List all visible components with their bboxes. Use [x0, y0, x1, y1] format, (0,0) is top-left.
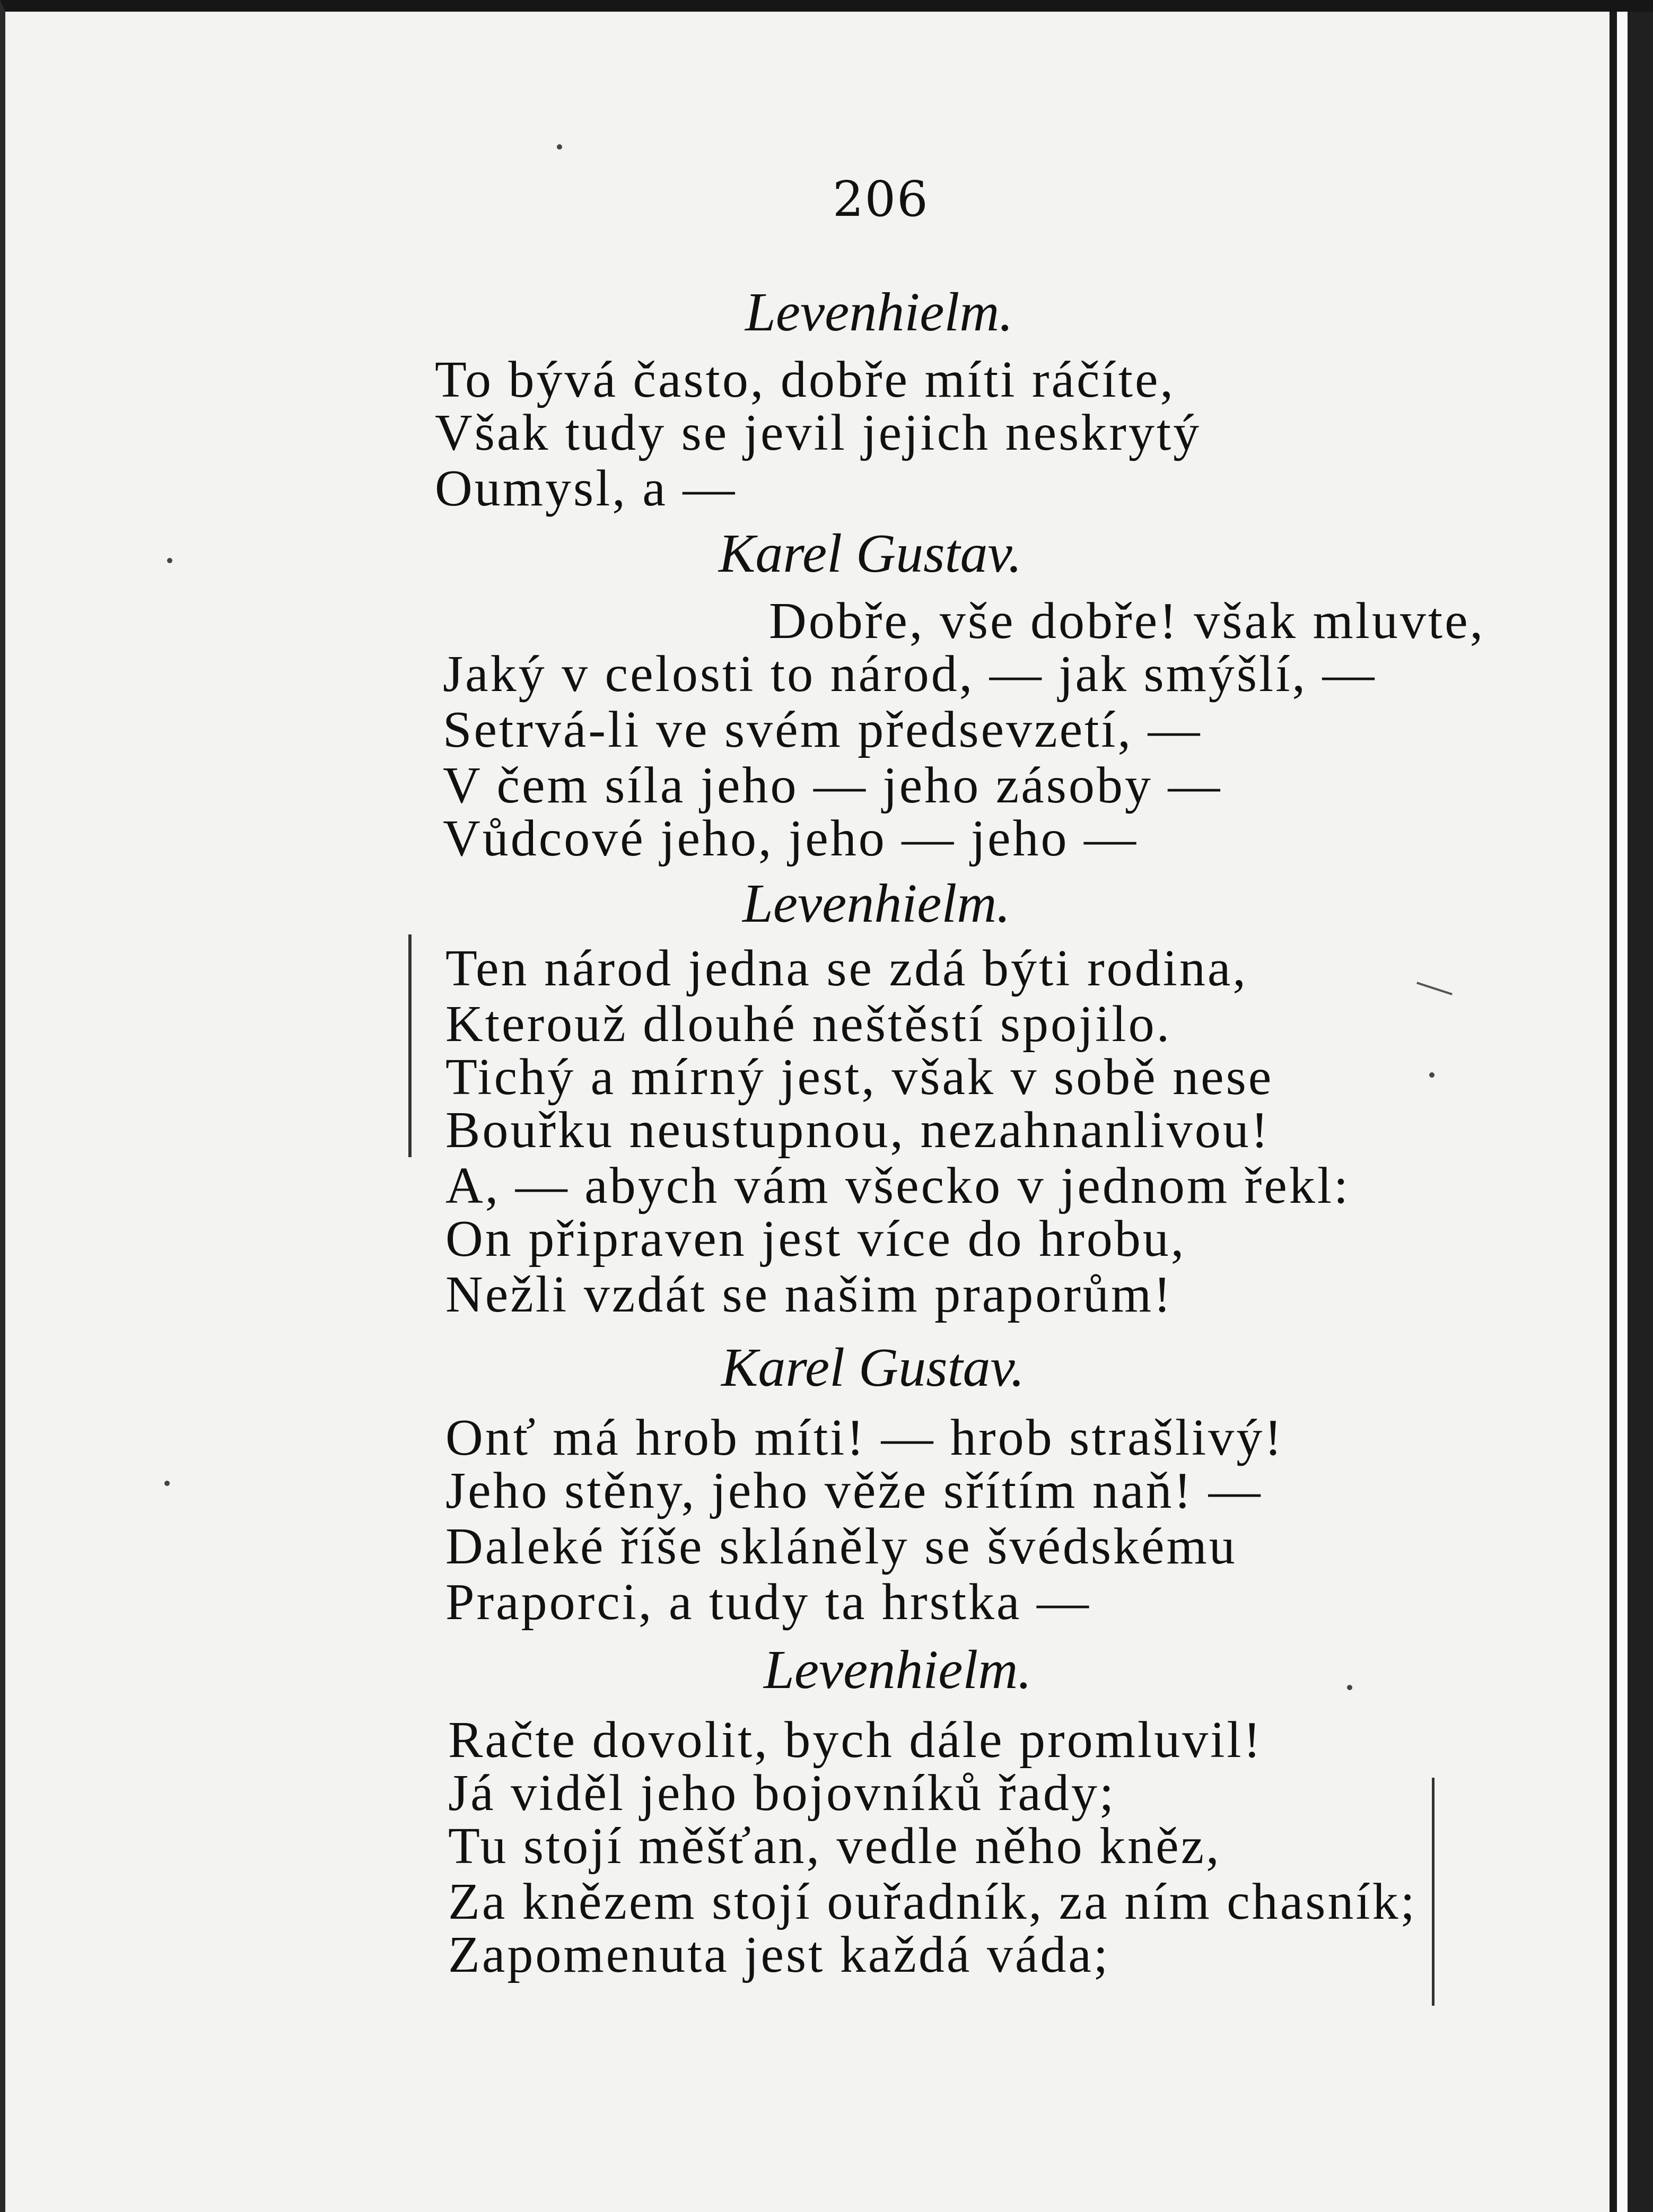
speaker-name: Karel Gustav. [721, 1337, 1025, 1398]
verse-line: Vůdcové jeho, jeho — jeho — [443, 810, 1138, 867]
verse-line: Za knězem stojí ouřadník, za ním chasník; [448, 1873, 1417, 1930]
speaker-name: Karel Gustav. [719, 523, 1022, 584]
speaker-name: Levenhielm. [742, 873, 1011, 934]
pencil-margin-dash [1416, 982, 1453, 995]
verse-line: Račte dovolit, bych dále promluvil! [448, 1711, 1263, 1769]
paper-speck [557, 144, 562, 150]
speaker-name: Levenhielm. [745, 282, 1013, 343]
verse-line: Já viděl jeho bojovníků řady; [448, 1764, 1116, 1822]
verse-line: Oumysl, a — [435, 460, 737, 517]
verse-line: Nežli vzdát se našim praporům! [445, 1266, 1173, 1323]
verse-line: Kterouž dlouhé neštěstí spojilo. [445, 995, 1172, 1053]
paper-speck [1347, 1685, 1352, 1690]
verse-line: Dobře, vše dobře! však mluvte, [769, 592, 1485, 650]
verse-line: On připraven jest více do hrobu, [445, 1210, 1186, 1267]
verse-line: Jaký v celosti to národ, — jak smýšlí, — [443, 645, 1377, 703]
verse-line: Setrvá-li ve svém předsevzetí, — [443, 701, 1202, 758]
book-spine-edge [1610, 12, 1653, 2212]
verse-line: Tichý a mírný jest, však v sobě nese [445, 1048, 1274, 1106]
page-number: 206 [833, 171, 929, 228]
verse-line: Ten národ jedna se zdá býti rodina, [445, 940, 1248, 997]
verse-line: Daleké říše skláněly se švédskému [445, 1518, 1237, 1575]
speaker-name: Levenhielm. [764, 1639, 1032, 1700]
paper-speck [164, 1481, 170, 1486]
verse-line: Jeho stěny, jeho věže sřítím naň! — [445, 1462, 1263, 1519]
verse-line: Tu stojí měšťan, vedle něho kněz, [448, 1817, 1221, 1875]
verse-line: To bývá často, dobře míti ráčíte, [435, 351, 1175, 408]
verse-line: Praporci, a tudy ta hrstka — [445, 1573, 1091, 1631]
verse-line: Onť má hrob míti! — hrob strašlivý! [445, 1409, 1284, 1466]
pencil-margin-line [1432, 1778, 1435, 2006]
verse-line: Však tudy se jevil jejich neskrytý [435, 404, 1202, 461]
paper-speck [1429, 1072, 1435, 1078]
verse-line: Zapomenuta jest každá váda; [448, 1926, 1110, 1983]
verse-line: A, — abych vám všecko v jednom řekl: [445, 1157, 1351, 1214]
verse-line: Bouřku neustupnou, nezahnanlivou! [445, 1101, 1271, 1159]
verse-line: V čem síla jeho — jeho zásoby — [443, 757, 1222, 814]
pencil-margin-line [408, 934, 412, 1157]
paper-speck [167, 558, 172, 563]
